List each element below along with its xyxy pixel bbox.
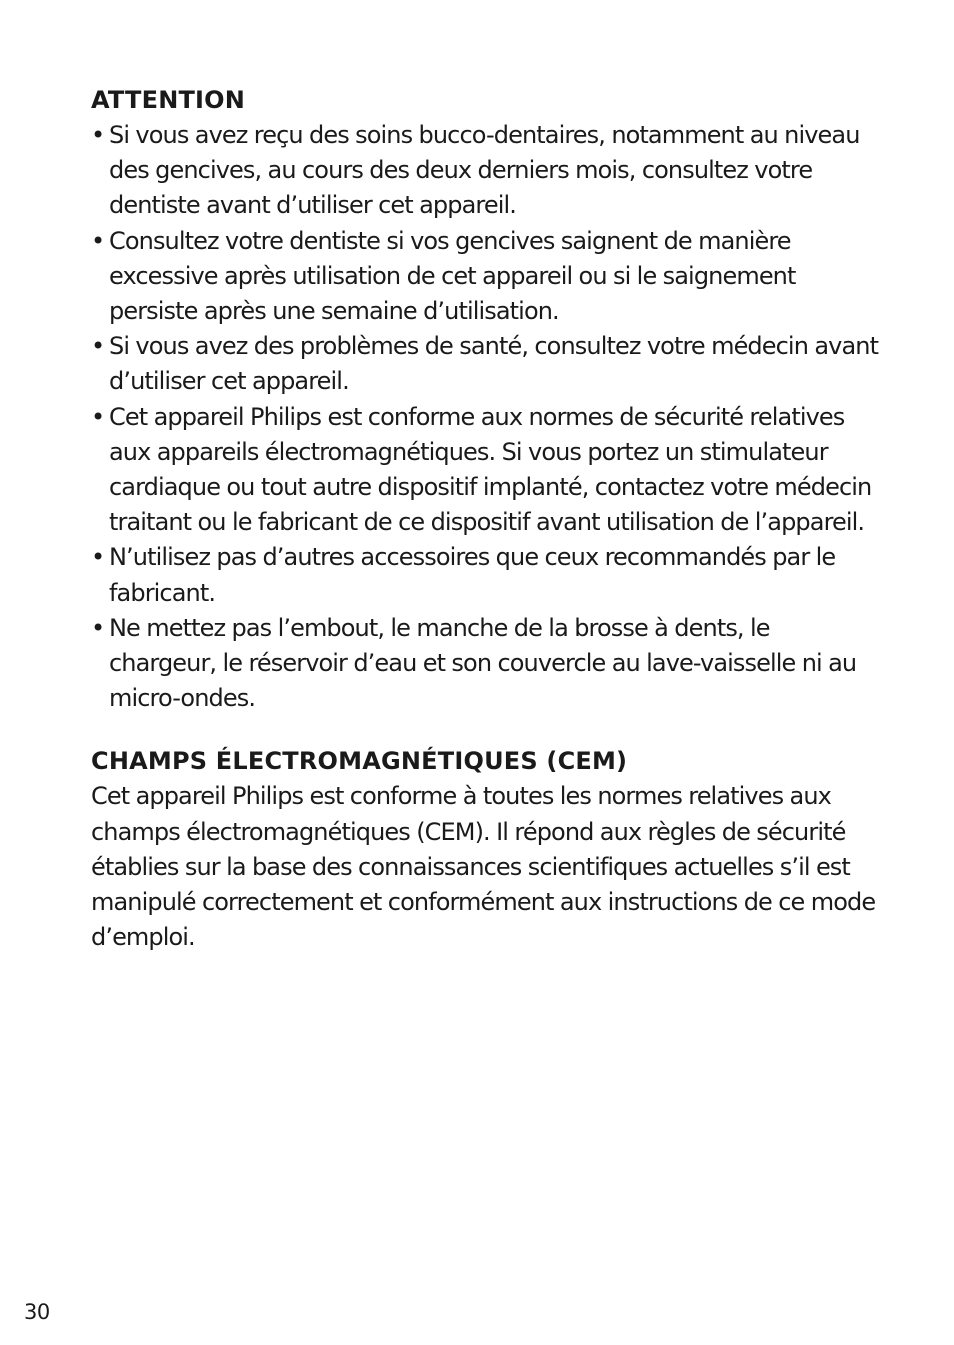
list-item-text: Si vous avez des problèmes de santé, consultez votre médecin avant d’utiliser cet appareil. [109, 332, 879, 396]
list-item [91, 611, 881, 717]
list-item [91, 224, 881, 330]
bullet-icon: • [91, 543, 105, 572]
list-item-text: N’utilisez pas d’autres accessoires que ceux recommandés par le fabricant. [109, 543, 836, 607]
list-item-text: Cet appareil Philips est conforme aux normes de sécurité relatives aux appareils électromagnétiques. Si vous portez un stimulateur cardiaque ou tout autre dispositif implanté, contactez votre médecin traitant ou le fabricant de ce dispositif avant utilisation de l’appareil. [109, 402, 872, 537]
emf-heading: CHAMPS ÉLECTROMAGNÉTIQUES (CEM) [91, 747, 628, 776]
emf-section [91, 743, 881, 955]
bullet-icon: • [91, 332, 105, 361]
bullet-icon: • [91, 121, 105, 149]
attention-heading: ATTENTION [91, 86, 246, 114]
page-content [91, 82, 881, 955]
list-item [91, 540, 881, 610]
list-item [91, 329, 881, 399]
bullet-icon: • [91, 402, 105, 431]
list-item-text: Consultez votre dentiste si vos gencives saignent de manière excessive après utilisation de cet appareil ou si le saignement persiste après une semaine d’utilisation. [109, 226, 796, 326]
list-item [91, 400, 881, 541]
attention-list [91, 118, 881, 716]
bullet-icon: • [91, 226, 105, 255]
list-item [91, 118, 881, 224]
page-number: 30 [24, 1300, 50, 1324]
list-item-text: Si vous avez reçu des soins bucco-dentaires, notamment au niveau des gencives, au cours des deux derniers mois, consultez votre dentiste avant d’utiliser cet appareil. [109, 121, 860, 220]
bullet-icon: • [91, 613, 105, 642]
list-item-text: Ne mettez pas l’embout, le manche de la brosse à dents, le chargeur, le réservoir d’eau et son couvercle au lave-vaisselle ni au micro-ondes. [109, 613, 857, 713]
emf-paragraph: Cet appareil Philips est conforme à toutes les normes relatives aux champs électromagnétiques (CEM). Il répond aux règles de sécurité établies sur la base des connaissances scientifiques actuelles s’il est manipulé correctement et conformément aux instructions de ce mode d’emploi. [91, 782, 876, 952]
attention-section [91, 82, 881, 716]
